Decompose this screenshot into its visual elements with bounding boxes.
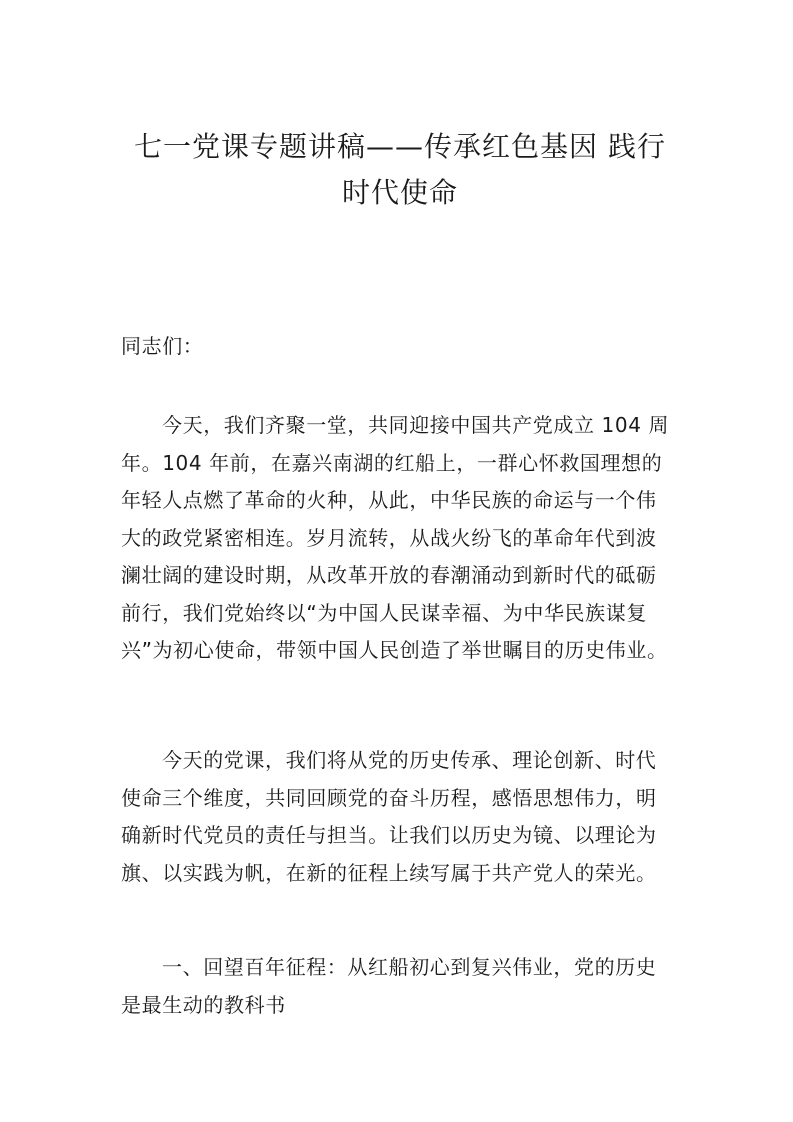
paragraph-line: 年轻人点燃了革命的火种，从此，中华民族的命运与一个伟 xyxy=(121,488,657,512)
section-heading-1 xyxy=(121,949,675,1024)
title-line-1: 七一党课专题讲稿——传承红色基因 践行 xyxy=(134,130,666,163)
paragraph-line: 年。104 年前，在嘉兴南湖的红船上，一群心怀救国理想的 xyxy=(121,450,663,475)
salutation-text: 同志们： xyxy=(121,334,204,358)
paragraph-line: 旗、以实践为帆，在新的征程上续写属于共产党人的荣光。 xyxy=(121,860,657,885)
paragraph-line: 确新时代党员的责任与担当。让我们以历史为镜、以理论为 xyxy=(121,823,657,847)
paragraph-line: 今天，我们齐聚一堂，共同迎接中国共产党成立 104 周 xyxy=(162,413,670,437)
document-title xyxy=(120,124,680,216)
paragraph-line: 大的政党紧密相连。岁月流转，从战火纷飞的革命年代到波 xyxy=(121,525,657,550)
paragraph-line: 兴”为初心使命，带领中国人民创造了举世瞩目的历史伟业。 xyxy=(121,638,668,662)
title-line-2: 时代使命 xyxy=(341,176,458,209)
paragraph-line: 澜壮阔的建设时期，从改革开放的春潮涌动到新时代的砥砺 xyxy=(121,563,657,587)
paragraph-outline xyxy=(121,742,675,892)
heading-line: 一、回望百年征程：从红船初心到复兴伟业，党的历史 xyxy=(162,955,657,979)
paragraph-intro xyxy=(121,407,675,670)
salutation xyxy=(121,328,675,366)
paragraph-line: 今天的党课，我们将从党的历史传承、理论创新、时代 xyxy=(162,748,657,772)
paragraph-line: 使命三个维度，共同回顾党的奋斗历程，感悟思想伟力，明 xyxy=(121,785,657,810)
heading-line: 是最生动的教科书 xyxy=(121,992,286,1017)
paragraph-line: 前行，我们党始终以“为中国人民谋幸福、为中华民族谋复 xyxy=(121,600,647,625)
